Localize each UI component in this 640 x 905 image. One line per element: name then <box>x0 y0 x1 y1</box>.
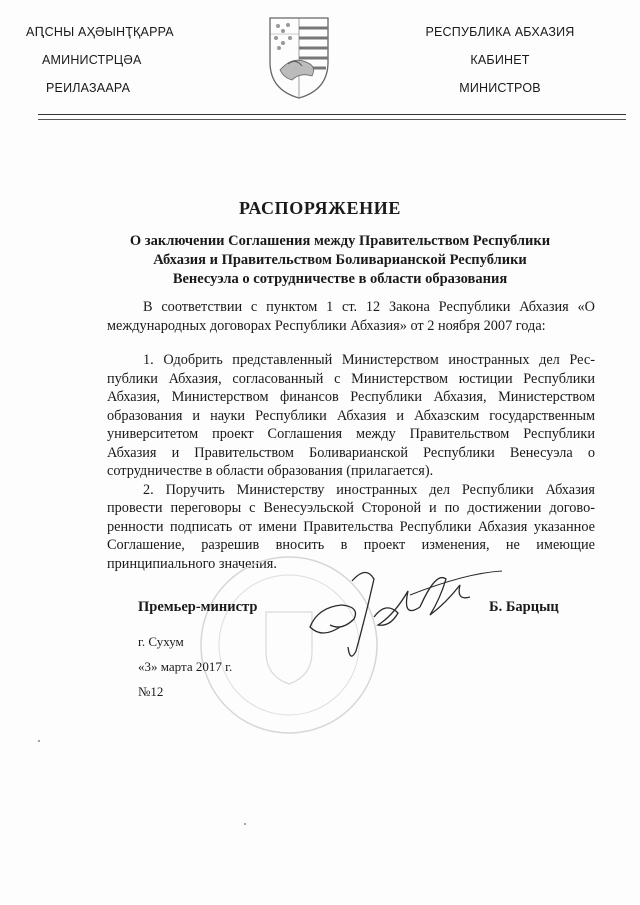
order-items <box>107 351 595 573</box>
document-number: №12 <box>138 684 164 699</box>
header-left-line-3: РЕИЛАЗААРА <box>46 81 131 95</box>
subject-line: Венесуэла о сотрудничестве в области образования <box>172 271 508 287</box>
document-subject <box>60 232 620 289</box>
order-item: 2. Поручить Министерству иностранных дел Республики Абхазия провести переговоры с Венесуэльской Стороной и по достижении договоренности подписать от имени Правительства Республики Абхазия указанное Соглашение, разрешив вносить в проект изменения, не имеющие принципиального значения. <box>107 481 595 572</box>
header-right-line-1: РЕСПУБЛИКА АБХАЗИЯ <box>425 25 575 39</box>
scan-speck <box>38 740 40 742</box>
state-emblem-icon <box>266 14 332 100</box>
order-item: 1. Одобрить представленный Министерством иностранных дел Республики Абхазия, согласованный с Министерством юстиции Республики Абхазия, Министерством финансов Республики Абхазия, Министерством образования и науки Республики Абхазия и Абхазским государственным университетом проект Соглашения между Правительством Республики Абхазия и Правительством Боливарианской Республики Венесуэла о сотрудничестве в области образования (прилагается). <box>107 352 595 479</box>
header-left-line-2: АМИНИСТРЦӘА <box>42 53 142 67</box>
document-title: РАСПОРЯЖЕНИЕ <box>239 198 401 218</box>
handwritten-signature <box>270 555 510 675</box>
subject-line: О заключении Соглашения между Правительством Республики <box>129 233 551 249</box>
header-right-block <box>410 18 590 102</box>
issue-date: «3» марта 2017 г. <box>138 659 233 674</box>
header-left-line-1: АԤСНЫ АҲӘЫНҬҚАРРА <box>26 25 174 39</box>
header-divider-thin <box>38 119 626 120</box>
signatory-role: Премьер-министр <box>138 599 258 615</box>
signatory-name: Б. Барцыц <box>489 599 559 615</box>
intro-paragraph: В соответствии с пунктом 1 ст. 12 Закона Республики Абхазия «О международных договорах Республики Абхазия» от 2 ноября 2007 года: <box>107 299 595 334</box>
issue-place: г. Сухум <box>138 634 184 649</box>
subject-line: Абхазия и Правительством Боливарианской Республики <box>153 252 527 268</box>
header-divider <box>38 114 626 115</box>
header-left-block <box>14 18 214 102</box>
scan-speck <box>244 823 246 825</box>
header-right-line-3: МИНИСТРОВ <box>459 81 541 95</box>
header-right-line-2: КАБИНЕТ <box>470 53 530 67</box>
